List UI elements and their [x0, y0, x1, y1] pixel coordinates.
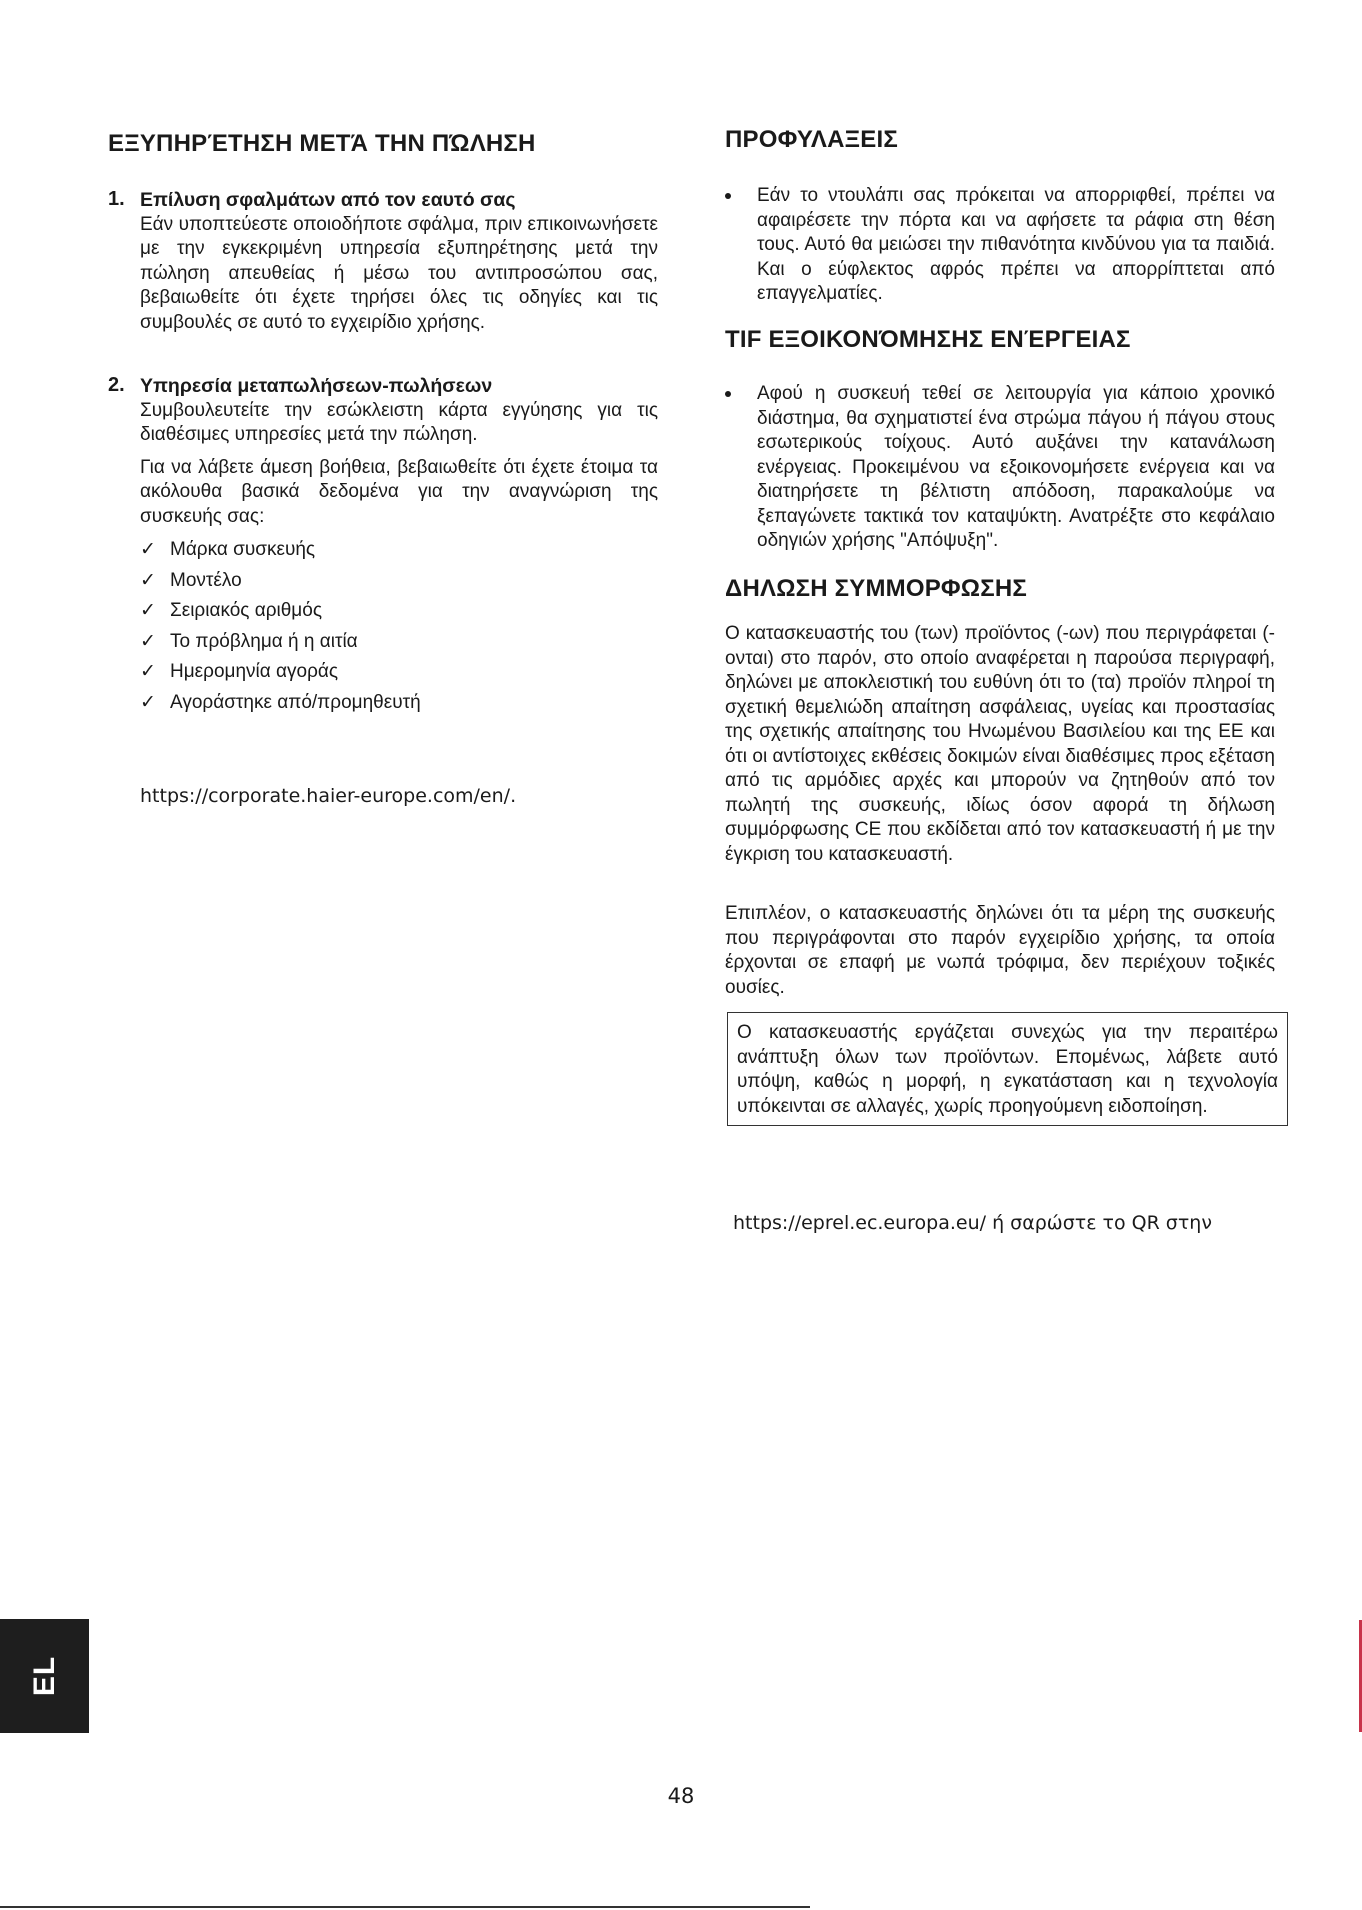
energy-saving-bullet [725, 382, 1275, 554]
bullet-icon [725, 193, 731, 199]
item-text: Για να λάβετε άμεση βοήθεια, βεβαιωθείτε ότι έχετε έτοιμα τα ακόλουθα βασικά δεδομένα για την αναγνώριση της συσκευής σας: [140, 456, 658, 527]
list-item: ✓ Αγοράστηκε από/προμηθευτή [140, 688, 658, 719]
precautions-bullet [725, 184, 1275, 307]
eprel-link[interactable]: https://eprel.ec.europa.eu/ ή σαρώστε το QR στην [733, 1212, 1212, 1234]
check-icon: ✓ [140, 539, 156, 560]
item-text: Συμβουλευτείτε την εσώκλειστη κάρτα εγγύησης για τις διαθέσιμες υπηρεσίες μετά την πώληση. [140, 399, 658, 445]
conformity-text: Ο κατασκευαστής του (των) προϊόντος (-ων) που περιγράφεται (-ονται) στο παρόν, στο οποίο αναφέρεται η παρούσα περιγραφή, δηλώνει με αποκλειστική του ευθύνη ότι το (τα) προϊόν πληροί τη σχετική θεμελιώδη απαίτηση ασφάλειας, υγείας και προστασίας της σχετικής απαίτησης του Ηνωμένου Βασιλείου και της ΕΕ και ότι οι αντίστοιχες εκθέσεις δοκιμών είναι διαθέσιμες προς εξέταση από τις αρμόδιες αρχές και μπορούν να ζητηθούν από τον πωλητή της συσκευής, ιδίως όσον αφορά τη δήλωση συμμόρφωσης CE που εκδίδεται από τον κατασκευαστή ή με την έγκριση του κατασκευαστή. [725, 623, 1275, 865]
item-number: 1. [108, 188, 125, 210]
item-number: 2. [108, 374, 125, 396]
conformity-title: ΔΗΛΩΣΗ ΣΥΜΜΟΡΦΩΣΗΣ [725, 575, 1027, 602]
list-item: ✓ Ημερομηνία αγοράς [140, 657, 658, 688]
precautions-title: ΠΡΟΦΥΛΑΞΕΙΣ [725, 126, 898, 153]
list-item: ✓ Μάρκα συσκευής [140, 535, 658, 566]
energy-saving-title: TIF ΕΞΟΙΚΟΝΌΜΗΣΗΣ ΕΝΈΡΓΕΙΑΣ [725, 326, 1131, 353]
check-icon: ✓ [140, 630, 156, 652]
after-sales-service-item [108, 374, 658, 718]
energy-saving-text: Αφού η συσκευή τεθεί σε λειτουργία για κάποιο χρονικό διάστημα, θα σχηματιστεί ένα στρώμα πάγου ή πάγου στους εσωτερικούς τοίχους. Αυτό αυξάνει την κατανάλωση ενέργειας. Προκειμένου να εξοικονομήσετε ενέργεια και να διατηρήσετε τη βέλτιστη απόδοση, παρακαλούμε να ξεπαγώνετε τακτικά τον καταψύκτη. Ανατρέξτε στο κεφάλαιο οδηγιών χρήσης "Απόψυξη". [757, 383, 1275, 551]
page-number: 48 [667, 1784, 695, 1808]
check-icon: ✓ [140, 569, 156, 591]
item-title: Επίλυση σφαλμάτων από τον εαυτό σας [140, 189, 516, 211]
conformity-text-food: Επιπλέον, ο κατασκευαστής δηλώνει ότι τα μέρη της συσκευής που περιγράφονται στο παρόν εγχειρίδιο χρήσης, τα οποία έρχονται σε επαφή με νωπά τρόφιμα, δεν περιέχουν τοξικές ουσίες. [725, 903, 1275, 998]
item-text: Εάν υποπτεύεστε οποιοδήποτε σφάλμα, πριν επικοινωνήσετε με την εγκεκριμένη υπηρεσία εξυπηρέτησης μετά την πώληση απευθείας ή μέσω του αντιπροσώπου σας, βεβαιωθείτε ότι έχετε τηρήσει όλες τις οδηγίες και τις συμβουλές σε αυτό το εγχειρίδιο χρήσης. [140, 213, 658, 333]
check-icon: ✓ [140, 600, 156, 621]
haier-url-link[interactable]: https://corporate.haier-europe.com/en/. [140, 785, 517, 807]
list-item: ✓ Το πρόβλημα ή η αιτία [140, 627, 658, 658]
check-icon: ✓ [140, 661, 156, 682]
language-label: EL [27, 1655, 61, 1697]
language-tab [0, 1619, 89, 1733]
precautions-text: Εάν το ντουλάπι σας πρόκειται να απορριφθεί, πρέπει να αφαιρέσετε την πόρτα και να αφήσετε τα ράφια στη θέση τους. Αυτό θα μειώσει την πιθανότητα κινδύνου για τα παιδιά. Και ο εύφλεκτος αφρός πρέπει να απορρίπτεται από επαγγελματίες. [757, 185, 1275, 304]
notice-box [727, 1012, 1288, 1126]
self-troubleshooting-item [108, 188, 658, 335]
item-title: Υπηρεσία μεταπωλήσεων-πωλήσεων [140, 375, 493, 397]
list-item: ✓ Σειριακός αριθμός [140, 596, 658, 627]
check-icon: ✓ [140, 691, 156, 713]
after-sales-title: ΕΞΥΠΗΡΈΤΗΣΗ ΜΕΤΆ ΤΗΝ ΠΏΛΗΣΗ [108, 130, 536, 157]
list-item: ✓ Μοντέλο [140, 566, 658, 597]
device-info-checklist [140, 535, 658, 718]
bottom-rule [0, 1906, 810, 1908]
bullet-icon [725, 391, 731, 397]
notice-text: Ο κατασκευαστής εργάζεται συνεχώς για την περαιτέρω ανάπτυξη όλων των προϊόντων. Επομένως, λάβετε αυτό υπόψη, καθώς η μορφή, η εγκατάσταση και η τεχνολογία υπόκεινται σε αλλαγές, χωρίς προηγούμενη ειδοποίηση. [737, 1022, 1278, 1117]
